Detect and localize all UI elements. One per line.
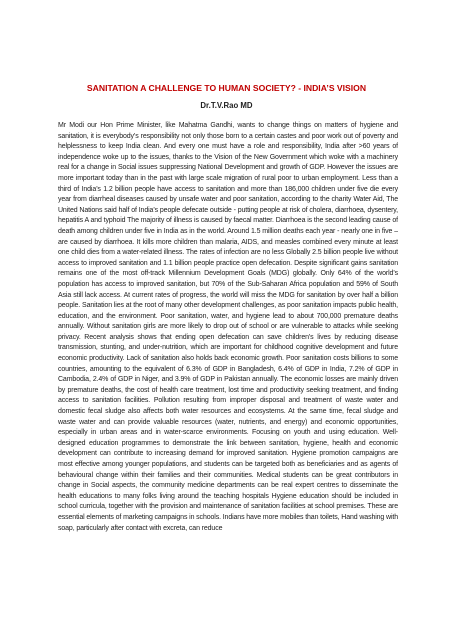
body-paragraph: Mr Modi our Hon Prime Minister, like Mahatma Gandhi, wants to change things on matters of hygiene and sanitation, it is everybody’s responsibility not only those born to a certain castes and poor work out of poverty and helplessness to keep India clean. And every one must have a role and responsibility, India after >60 years of independence woke up to the issues, thanks to the Vision of the New Government which woke with a machinery real for a change in Social issues suppressing National Development and growth of GDP. However the issues are more important today than in the past with large scale migration of rural poor to urban employment. Less than a third of India’s 1.2 billion people have access to sanitation and more than 186,000 children under five die every year from diarrheal diseases caused by unsafe water and poor sanitation, according to the charity Water Aid, The United Nations said half of India’s people defecate outside - putting people at risk of cholera, diarrhoea, dysentery, hepatitis A and typhoid The majority of illness is caused by faecal matter. Diarrhoea is the second leading cause of death among children under five in India as in the world. Around 1.5 million deaths each year - nearly one in five – are caused by diarrhoea. It kills more children than malaria, AIDS, and measles combined every minute at least one child dies from a water-related illness. The rates of infection are no less Globally 2.5 billion people live without access to improved sanitation and 1.1 billion people practice open defecation. Despite significant gains sanitation remains one of the most off-track Millennium Development Goals (MDG) globally. Only 64% of the world’s population has access to improved sanitation, but 70% of the Sub-Saharan Africa population and 59% of South Asia still lack access. At current rates of progress, the world will miss the MDG for sanitation by over half a billion people. Sanitation lies at the root of many other development challenges, as poor sanitation impacts public health, education, and the environment. Poor sanitation, water, and hygiene lead to about 700,000 premature deaths annually. Without sanitation girls are more likely to drop out of school or are vulnerable to attacks while seeking privacy. Recent analysis shows that ending open defecation can save children’s lives by reducing disease transmission, stunting, and under-nutrition, which are important for childhood cognitive development and future economic productivity. Lack of sanitation also holds back economic growth. Poor sanitation costs billions to some countries, amounting to the equivalent of 6.3% of GDP in Bangladesh, 6.4% of GDP in India, 7.2% of GDP in Cambodia, 2.4% of GDP in Niger, and 3.9% of GDP in Pakistan annually. The economic losses are mainly driven by premature deaths, the cost of health care treatment, lost time and productivity seeking treatment, and finding access to sanitation facilities. Pollution resulting from improper disposal and treatment of waste water and domestic fecal sludge also affects both water resources and ecosystems. At the same time, fecal sludge and waste water and can provide valuable resources (water, nutrients, and energy) and economic opportunities, especially in urban areas and in water-scarce environments. Focusing on youth and using education. Well-designed education programmes to demonstrate the link between sanitation, hygiene, health and economic development can contribute to increasing demand for improved sanitation. Hygiene promotion campaigns are most effective among younger populations, and students can be targeted both as beneficiaries and as agents of behavioural change within their families and their communities. Medical students can be great contributors in change in Social aspects, the community medicine departments can be real expert centres to disseminate the health educations to many folks living around the teaching hospitals Hygiene education should be included in school curricula, together with the provision and maintenance of sanitation facilities at school premises. These are essential elements of marketing campaigns in schools. Indians have more mobiles than toilets, Hand washing with soap, particularly after contact with excreta, can reduce [58, 122, 398, 532]
author-line: Dr.T.V.Rao MD [200, 101, 253, 110]
document-title: SANITATION A CHALLENGE TO HUMAN SOCIETY? - INDIA’S VISION [86, 83, 367, 93]
